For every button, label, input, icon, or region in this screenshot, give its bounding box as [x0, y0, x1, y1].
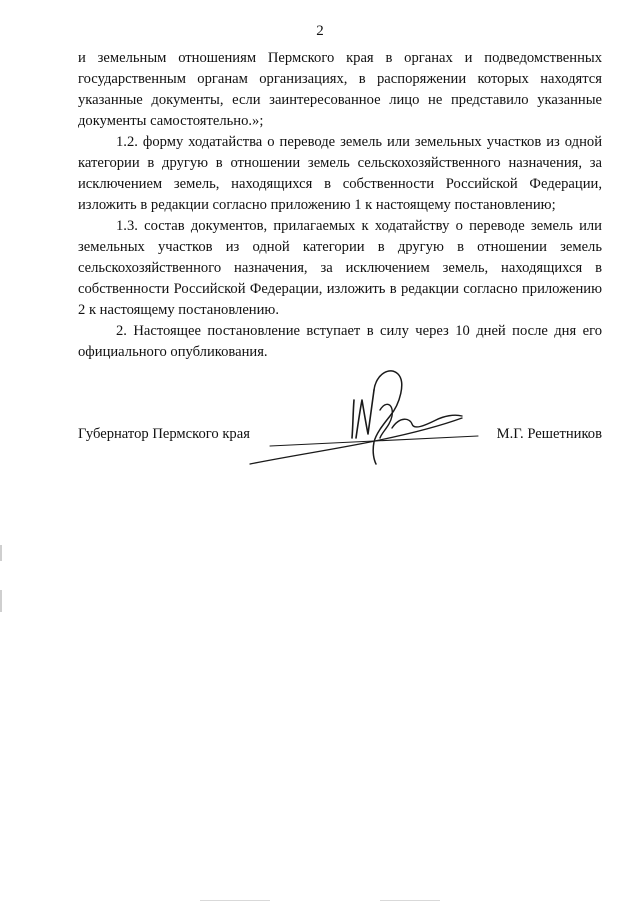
scan-edge-mark: [0, 590, 2, 612]
paragraph-1-2: 1.2. форму ходатайства о переводе земель или земельных участков из одной категории в другую в отношении земель сельскохозяйственного назначения, за исключением земель, находящихся в собственности Российской Федерации, изложить в редакции согласно приложению 1 к настоящему постановлению;: [78, 134, 602, 213]
signature-stroke: [250, 418, 462, 464]
signature-stroke: [356, 390, 374, 438]
signer-title: Губернатор Пермского края: [78, 426, 250, 442]
signer-name: М.Г. Решетников: [496, 426, 602, 442]
signature-stroke: [352, 400, 354, 438]
scan-bottom-mark: [380, 900, 440, 901]
paragraph-continuation: и земельным отношениям Пермского края в органах и подведомственных государственным органам организациях, в распоряжении которых находятся указанные документы, если заинтересованное лицо не представило указанные документы самостоятельно.»;: [78, 50, 602, 129]
scan-bottom-mark: [200, 900, 270, 901]
signature-stroke: [373, 371, 402, 464]
paragraph-1-3: 1.3. состав документов, прилагаемых к ходатайству о переводе земель или земельных участков из одной категории в другую в отношении земель сельскохозяйственного назначения, за исключением земель, находящихся в собственности Российской Федерации, изложить в редакции согласно приложению 2 к настоящему постановлению.: [78, 218, 602, 318]
handwritten-signature: [240, 360, 480, 480]
document-body: [78, 48, 602, 363]
paragraph-2: 2. Настоящее постановление вступает в силу через 10 дней после дня его официального опубликования.: [78, 323, 602, 360]
scan-edge-mark: [0, 545, 2, 561]
page-number: 2: [316, 23, 324, 39]
